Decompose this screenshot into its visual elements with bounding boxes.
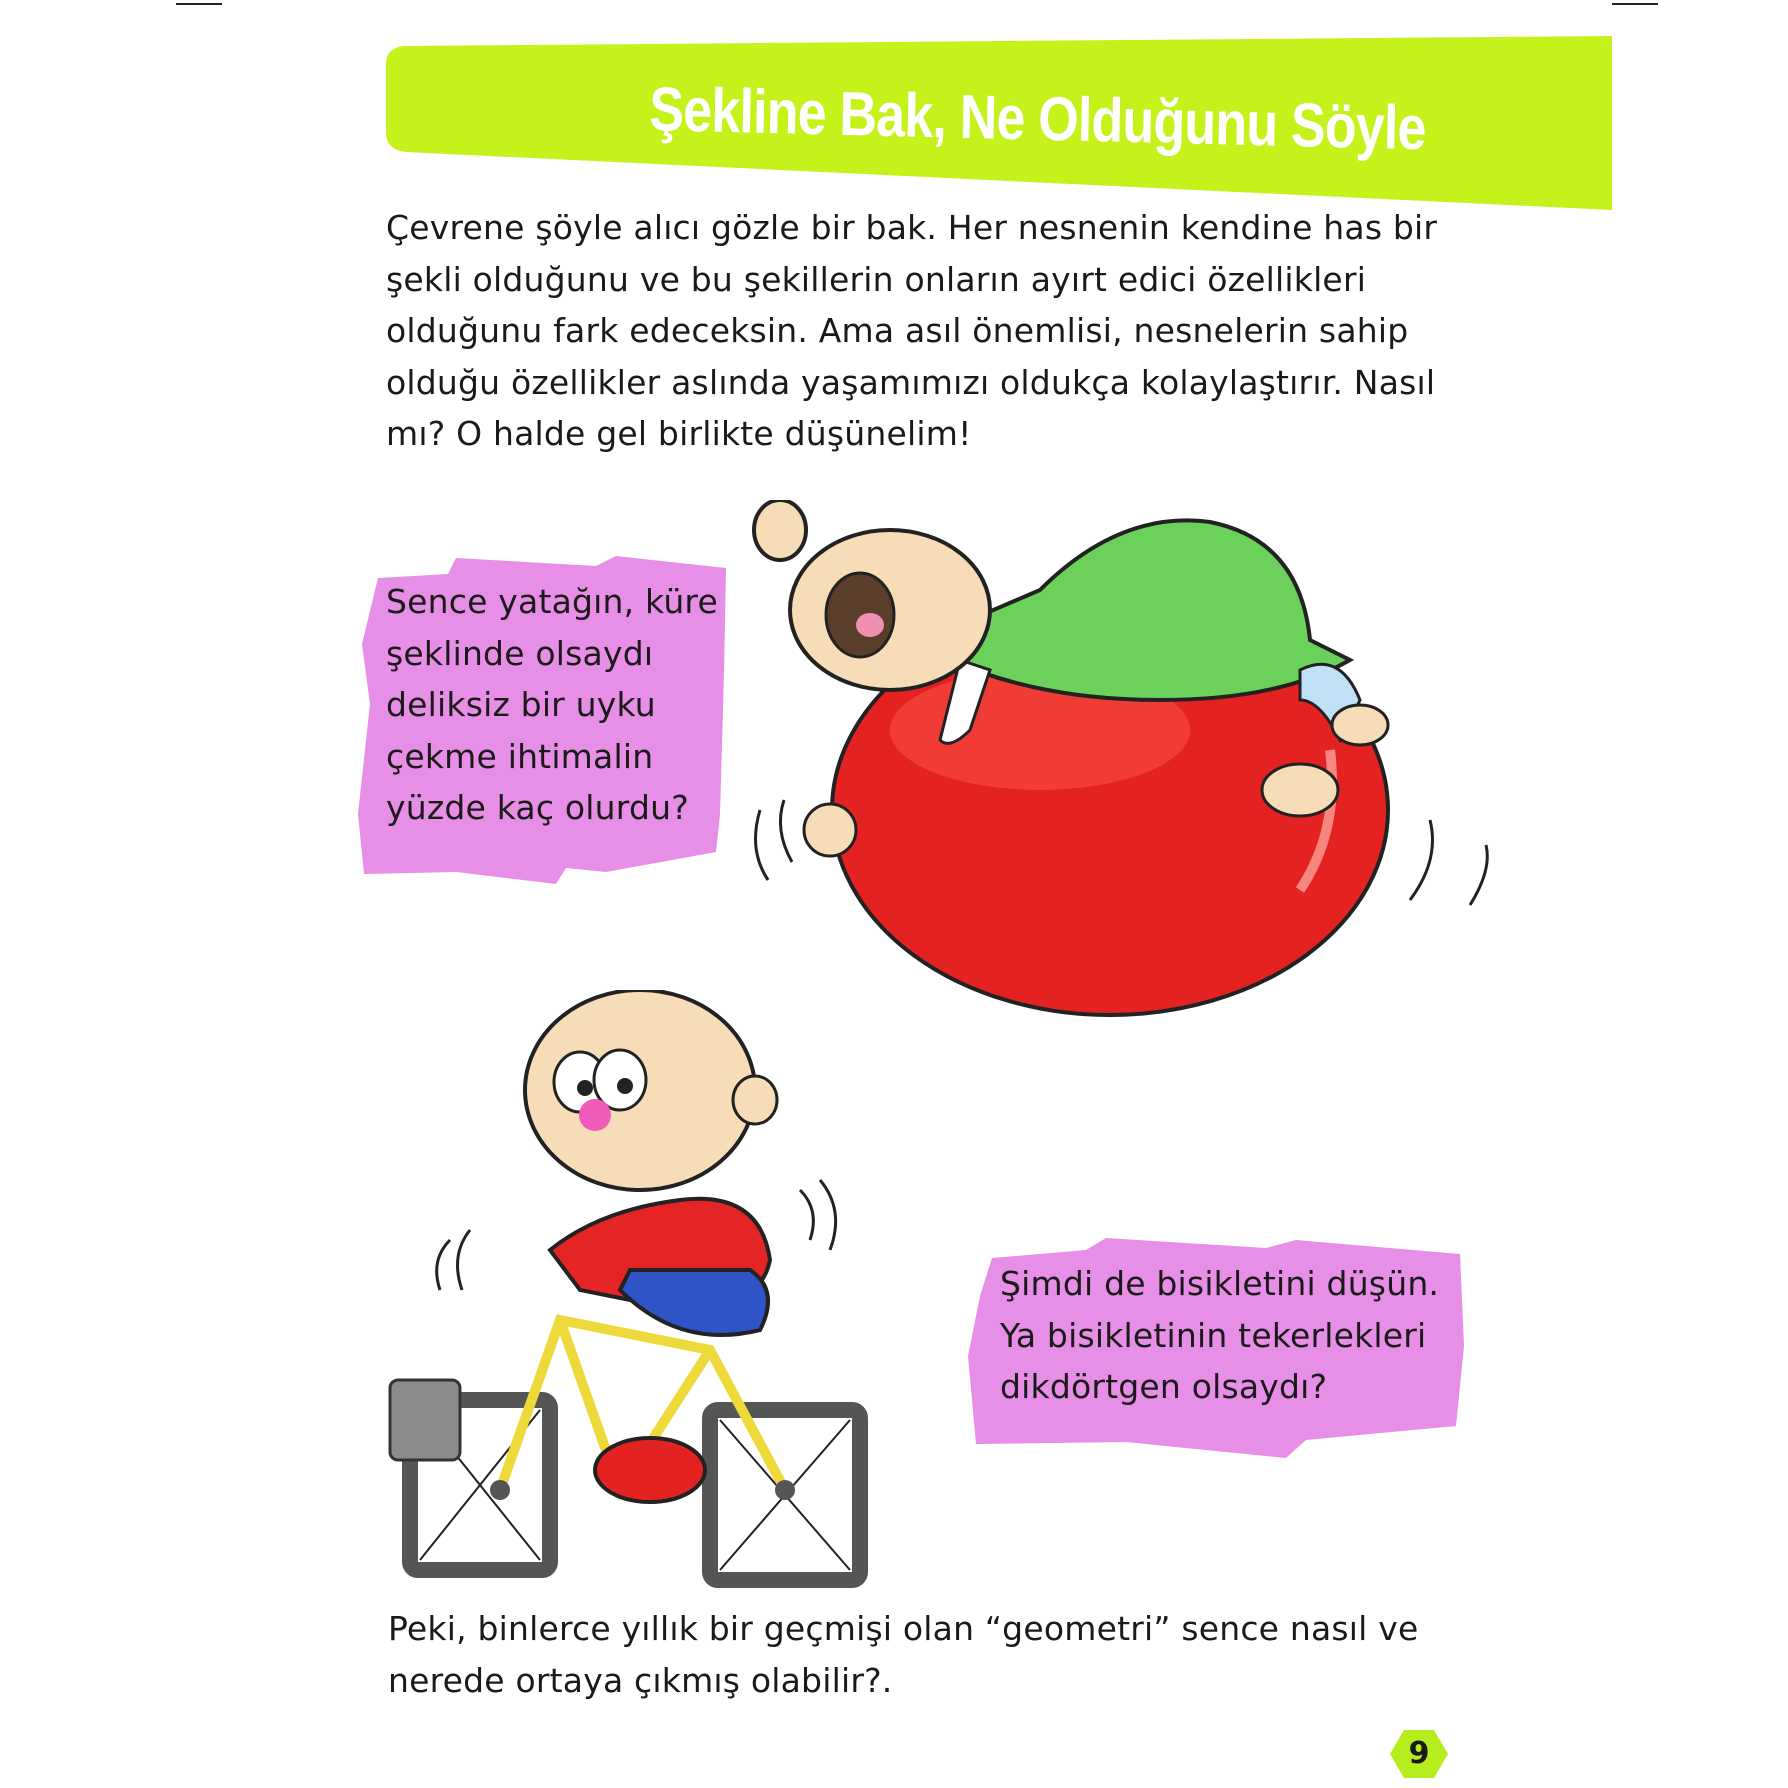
crop-mark-left [176, 3, 222, 5]
closing-paragraph: Peki, binlerce yıllık bir geçmişi olan “geometri” sence nasıl ve nerede ortaya çıkmış olabilir?. [388, 1609, 1419, 1700]
page-title: Şekline Bak, Ne Olduğunu Söyle [648, 74, 1427, 164]
bubble-2-text: Şimdi de bisikletini düşün. Ya bisikletinin tekerlekleri dikdörtgen olsaydı? [1000, 1264, 1440, 1406]
child-on-ball-illustration [740, 500, 1500, 1020]
crop-mark-right [1612, 3, 1658, 5]
page-number: 9 [1408, 1736, 1430, 1771]
bubble-1-text: Sence yatağın, küre şeklinde olsaydı deliksiz bir uyku çekme ihtimalin yüzde kaç olurdu? [386, 582, 718, 827]
child-on-bike-illustration [380, 990, 900, 1590]
intro-paragraph: Çevrene şöyle alıcı gözle bir bak. Her nesnenin kendine has bir şekli olduğunu ve bu şekillerin onların ayırt edici özellikleri olduğunu fark edeceksin. Ama asıl önemlisi, nesnelerin sahip olduğu özellikler aslında yaşamımızı oldukça kolaylaştırır. Nasıl mı? O halde gel birlikte düşünelim! [386, 208, 1438, 453]
